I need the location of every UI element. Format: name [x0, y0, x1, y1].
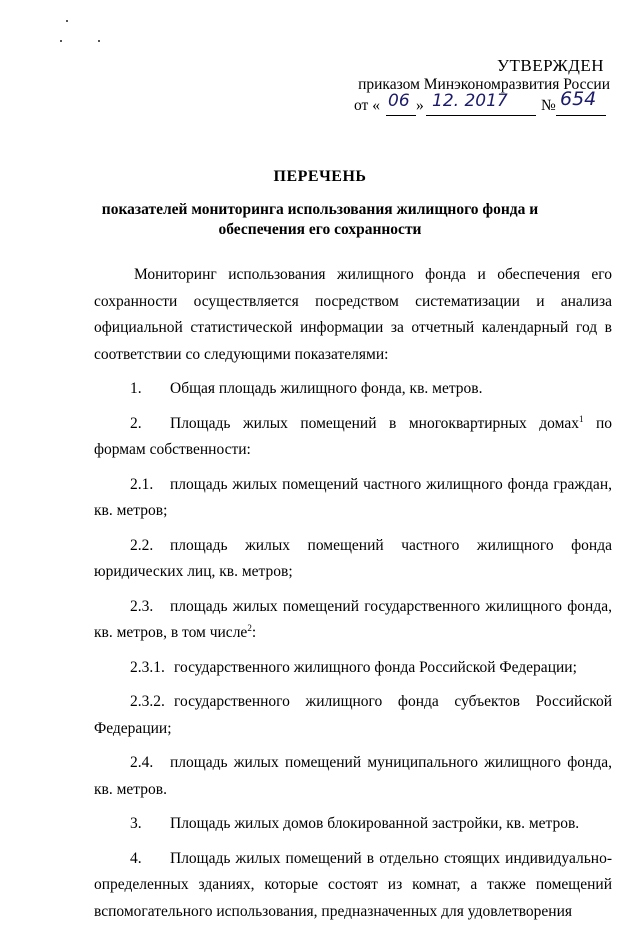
item-text: Площадь жилых помещений в отдельно стоящих индивидуально-определенных зданиях, которые состоят из комнат, а также помещений вспомогательного использования, предназначенных для удовлетворения — [94, 850, 612, 920]
list-item — [94, 750, 612, 803]
date-day-underline — [386, 115, 416, 116]
list-item — [94, 533, 612, 586]
list-item — [94, 472, 612, 525]
scan-speck — [60, 40, 62, 42]
item-number: 2.2. — [130, 533, 170, 560]
item-number: 2.3.1. — [130, 655, 174, 682]
item-number: 2.3.2. — [130, 689, 174, 716]
date-prefix: от « — [354, 96, 380, 115]
number-handwritten: 654 — [560, 90, 596, 109]
list-item — [94, 376, 612, 403]
item-text-cont: : — [252, 624, 256, 641]
item-number: 2.3. — [130, 594, 170, 621]
list-item — [94, 411, 612, 464]
item-number: 2.1. — [130, 472, 170, 499]
item-text: Площадь жилых помещений в многоквартирных домах — [170, 415, 579, 432]
intro-paragraph: Мониторинг использования жилищного фонда и обеспечения его сохранности осуществляется посредством систематизации и анализа официальной статистической информации за отчетный календарный год в соответствии со следующими показателями: — [94, 262, 612, 368]
item-text: площадь жилых помещений государственного жилищного фонда, кв. метров, в том числе — [94, 598, 612, 642]
list-item — [94, 811, 612, 838]
item-text: Общая площадь жилищного фонда, кв. метров. — [170, 380, 482, 397]
approval-heading: УТВЕРЖДЕН — [340, 56, 610, 75]
footnote-mark: 1 — [579, 413, 584, 423]
footnote-mark: 2 — [247, 623, 252, 633]
item-text: государственного жилищного фонда субъектов Российской Федерации; — [94, 693, 612, 737]
item-number: 1. — [130, 376, 170, 403]
item-number: 3. — [130, 811, 170, 838]
item-text: государственного жилищного фонда Российской Федерации; — [174, 659, 577, 676]
scan-speck — [66, 20, 68, 22]
list-item — [94, 689, 612, 742]
list-item — [94, 846, 612, 925]
list-item — [94, 594, 612, 647]
date-month-year-underline — [426, 115, 536, 116]
number-prefix: № — [541, 96, 556, 115]
document-title: ПЕРЕЧЕНЬ — [0, 168, 640, 186]
approval-order-line: приказом Минэкономразвития России — [340, 75, 610, 94]
item-text: площадь жилых помещений частного жилищного фонда юридических лиц, кв. метров; — [94, 537, 612, 581]
document-body — [94, 262, 612, 925]
item-text-cont: по формам собственности: — [94, 415, 612, 459]
date-month-year-handwritten: 12. 2017 — [432, 92, 508, 111]
approval-date-line — [340, 94, 610, 118]
item-number: 2.4. — [130, 750, 170, 777]
item-text: площадь жилых помещений частного жилищного фонда граждан, кв. метров; — [94, 476, 612, 520]
approval-block — [340, 56, 610, 118]
document-subtitle: показателей мониторинга использования жилищного фонда и обеспечения его сохранности — [60, 200, 580, 240]
item-number: 4. — [130, 846, 170, 873]
list-item — [94, 655, 612, 682]
item-text: площадь жилых помещений муниципального жилищного фонда, кв. метров. — [94, 754, 612, 798]
scan-speck — [98, 40, 100, 42]
date-separator: » — [416, 96, 424, 115]
item-text: Площадь жилых домов блокированной застройки, кв. метров. — [170, 815, 579, 832]
item-number: 2. — [130, 411, 170, 438]
number-underline — [556, 115, 606, 116]
date-day-handwritten: 06 — [388, 92, 410, 111]
